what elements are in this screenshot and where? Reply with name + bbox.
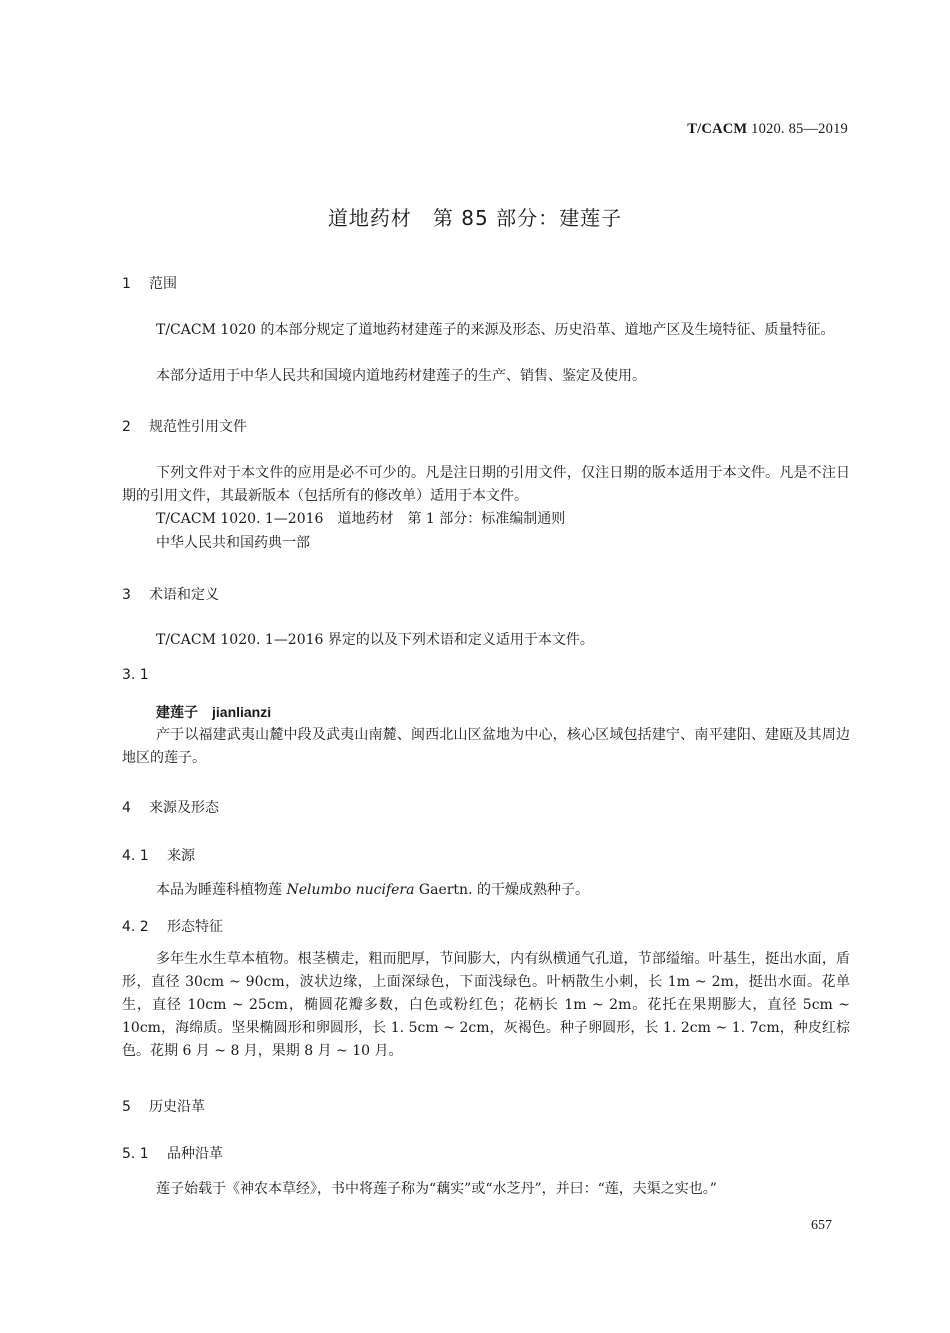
document-title: 道地药材 第 85 部分：建莲子	[327, 206, 623, 230]
term-definition: 产于以福建武夷山麓中段及武夷山南麓、闽西北山区盆地为中心，核心区域包括建宁、南平建阳、建瓯及其周边地区的莲子。	[122, 727, 850, 766]
section-3-heading: 3 术语和定义	[122, 587, 219, 603]
section-1-paragraph-2: 本部分适用于中华人民共和国境内道地药材建莲子的生产、销售、鉴定及使用。	[156, 368, 646, 384]
reference-1: T/CACM 1020. 1—2016 道地药材 第 1 部分：标准编制通则	[156, 511, 566, 527]
section-5-heading: 5 历史沿革	[122, 1099, 205, 1115]
section-4-1-paragraph: 本品为睡莲科植物莲 Nelumbo nucifera Gaertn. 的干燥成熟种子。	[156, 882, 589, 898]
clause-3-1-number: 3. 1	[122, 667, 149, 683]
section-4-heading: 4 来源及形态	[122, 800, 219, 816]
section-5-1-heading: 5. 1 品种沿革	[122, 1146, 223, 1162]
section-4-2-heading: 4. 2 形态特征	[122, 919, 223, 935]
standard-number: T/CACM 1020. 85—2019	[687, 121, 848, 137]
term-heading: 建莲子 jianlianzi	[156, 704, 272, 721]
section-5-1-paragraph: 莲子始载于《神农本草经》，书中将莲子称为“藕实”或“水芝丹”，并曰：“莲，夫渠之实也。”	[156, 1181, 717, 1197]
section-4-2-paragraph: 多年生水生草本植物。根茎横走，粗而肥厚，节间膨大，内有纵横通气孔道，节部缢缩。叶基生，挺出水面，盾形，直径 30cm ~ 90cm，波状边缘，上面深绿色，下面浅绿色。叶柄散生小刺，长 1m ~ 2m，挺出水面。花单生，直径 10cm ~ 25cm，椭圆花瓣多数，白色或粉红色；花柄长 1m ~ 2m。花托在果期膨大，直径 5cm ~ 10cm，海绵质。坚果椭圆形和卵圆形，长 1. 5cm ~ 2cm，灰褐色。种子卵圆形，长 1. 2cm ~ 1. 7cm，种皮红棕色。花期 6 月 ~ 8 月，果期 8 月 ~ 10 月。	[122, 951, 850, 1059]
reference-2: 中华人民共和国药典一部	[156, 535, 310, 551]
section-1-heading: 1 范围	[122, 276, 177, 292]
section-1-paragraph-1: T/CACM 1020 的本部分规定了道地药材建莲子的来源及形态、历史沿革、道地产区及生境特征、质量特征。	[156, 322, 835, 338]
page-number: 657	[811, 1218, 832, 1233]
section-2-paragraph-1: 下列文件对于本文件的应用是必不可少的。凡是注日期的引用文件，仅注日期的版本适用于本文件。凡是不注日期的引用文件，其最新版本（包括所有的修改单）适用于本文件。	[122, 465, 850, 504]
section-4-1-heading: 4. 1 来源	[122, 848, 195, 864]
section-2-heading: 2 规范性引用文件	[122, 419, 247, 435]
section-3-paragraph-1: T/CACM 1020. 1—2016 界定的以及下列术语和定义适用于本文件。	[156, 632, 594, 648]
